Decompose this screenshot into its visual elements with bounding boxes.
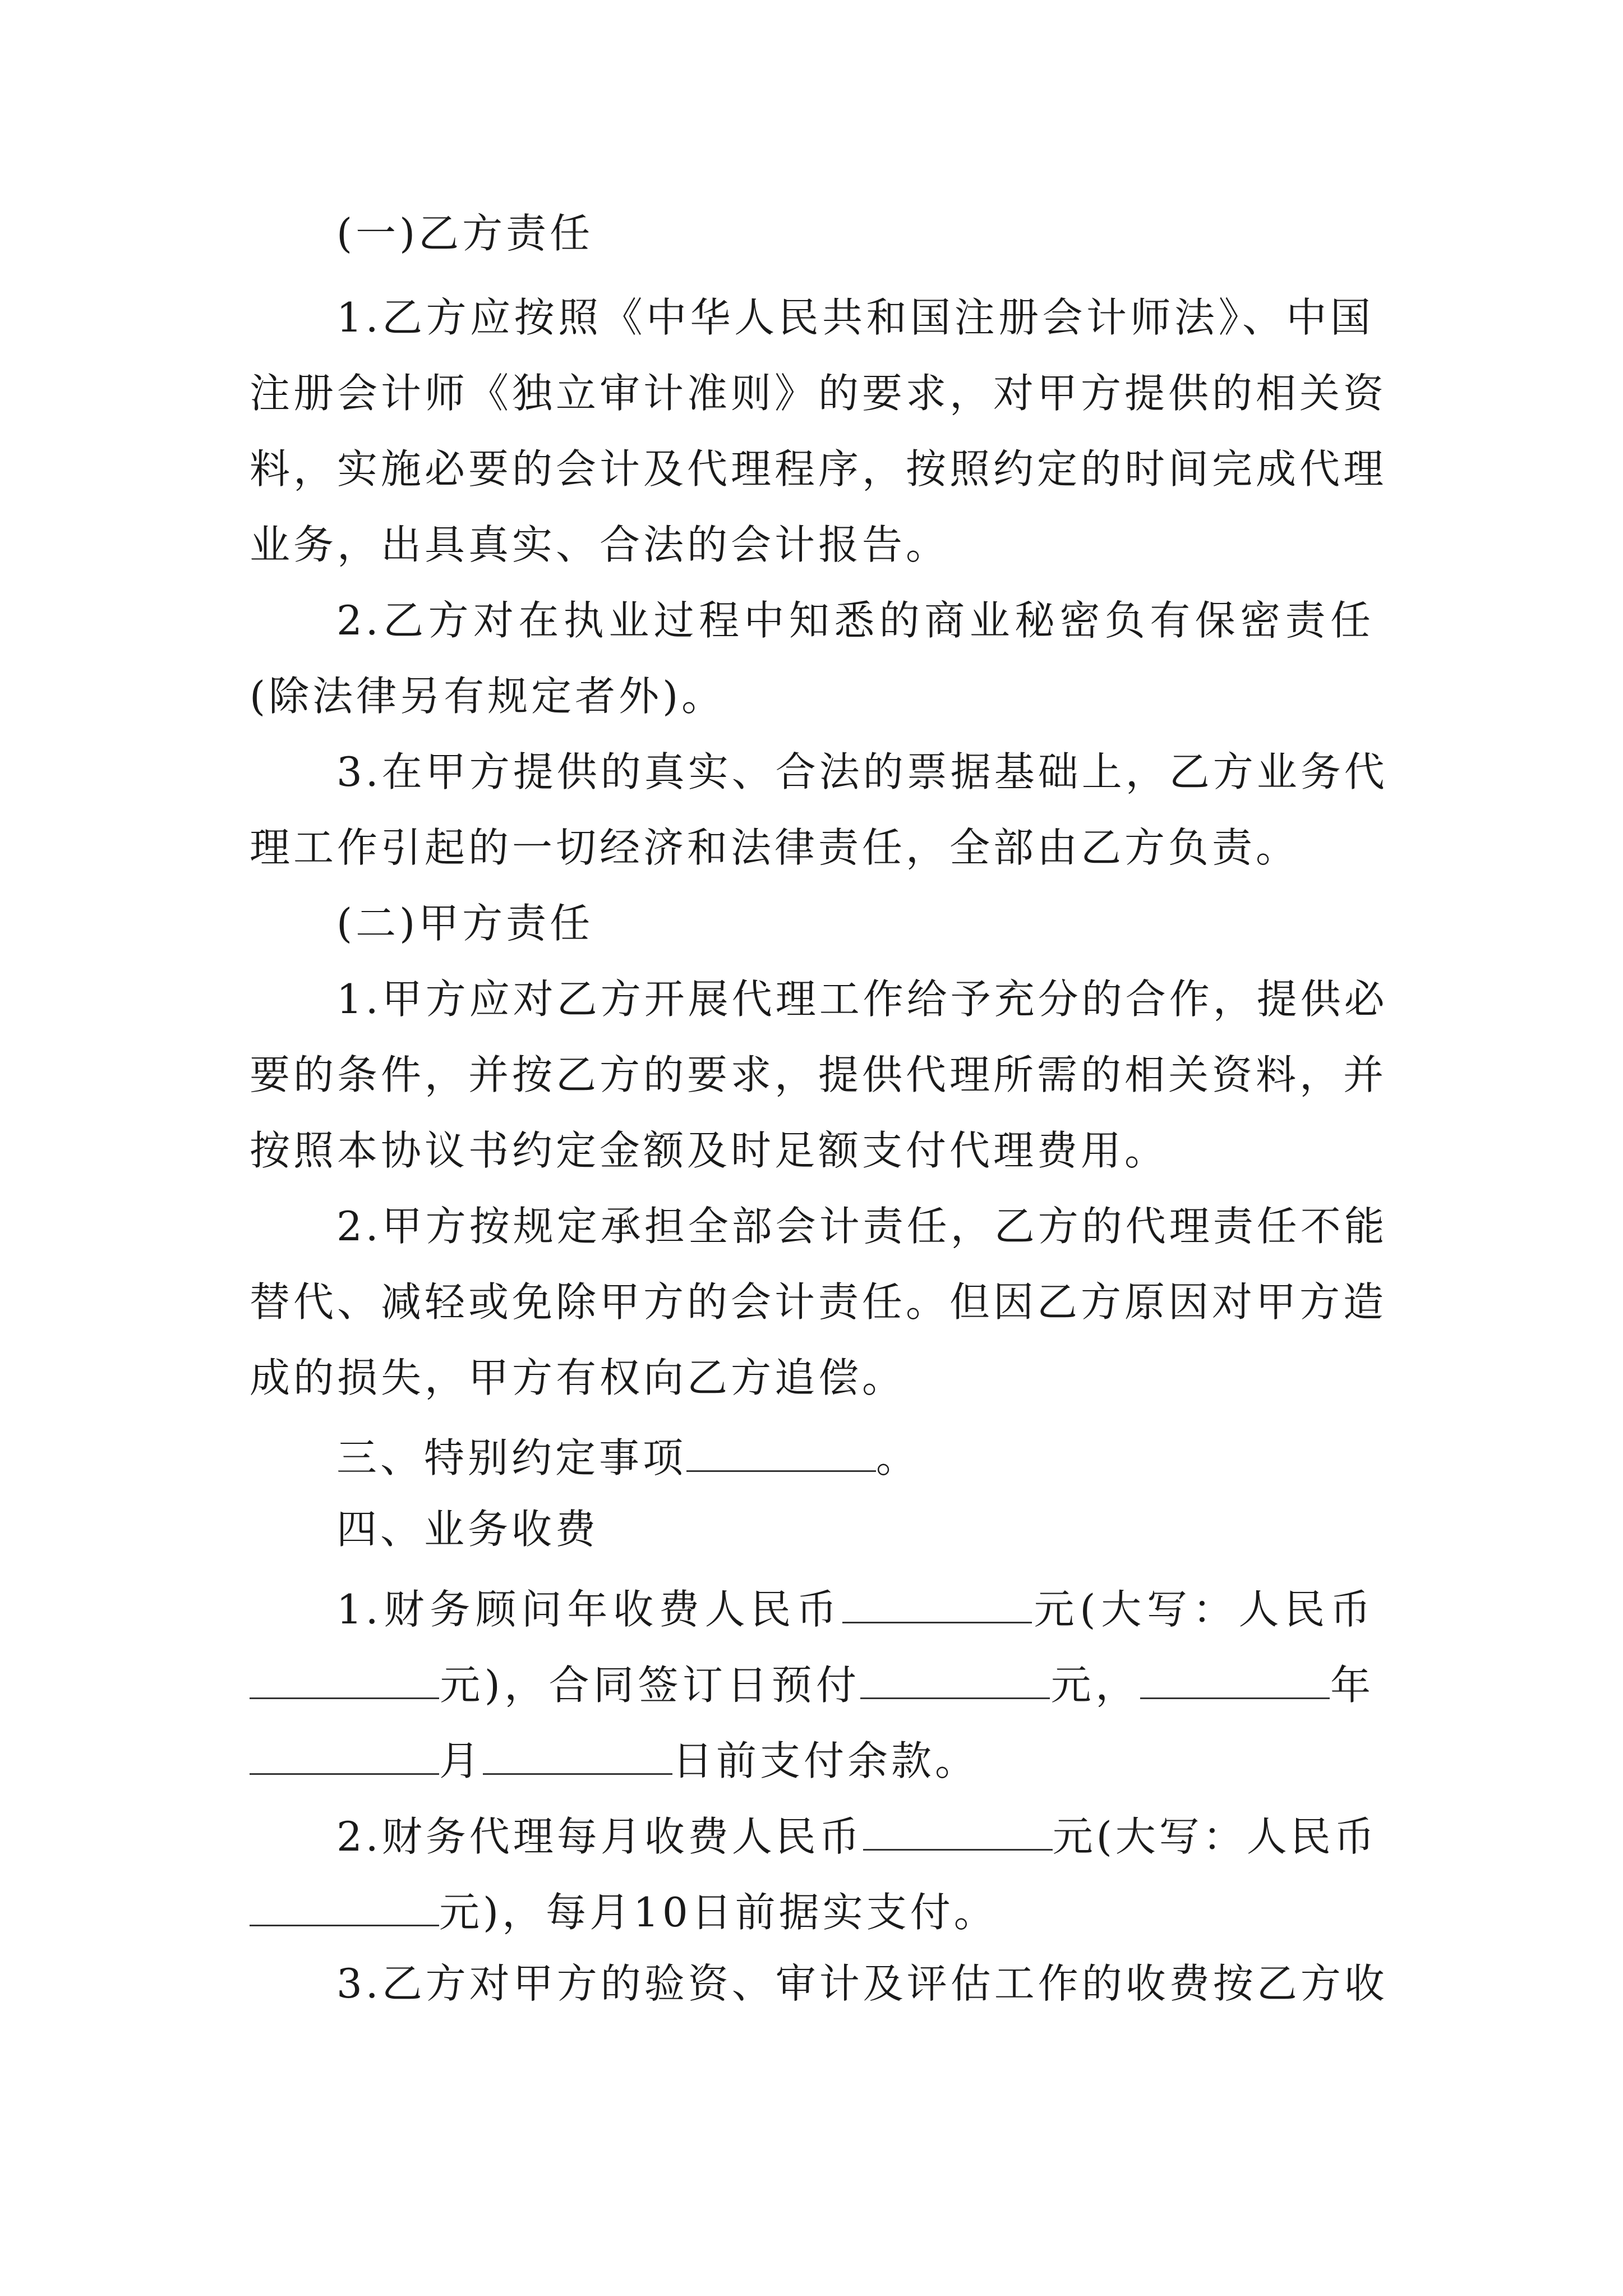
text: 三、特别约定事项 xyxy=(336,1434,687,1481)
text: 替代、减轻或免除甲方的会计责任。但因乙方原因对甲方造 xyxy=(250,1278,1387,1326)
text: 。 xyxy=(876,1434,920,1481)
text: 年 xyxy=(1329,1662,1374,1709)
text: 元)，合同签订日预付 xyxy=(439,1662,861,1709)
text: 2.乙方对在执业过程中知悉的商业秘密负有保密责任 xyxy=(336,597,1374,644)
text: (除法律另有规定者外)。 xyxy=(250,673,726,720)
paragraph-line xyxy=(336,1960,1388,2007)
text: 月 xyxy=(439,1737,483,1784)
paragraph-line xyxy=(250,1051,1387,1098)
paragraph-line xyxy=(336,1203,1388,1250)
text: 要的条件，并按乙方的要求，提供代理所需的相关资料，并 xyxy=(250,1051,1387,1098)
fee-line xyxy=(250,1888,998,1936)
text: 1.财务顾问年收费人民币 xyxy=(336,1586,842,1633)
text: 1.乙方应按照《中华人民共和国注册会计师法》、中国 xyxy=(336,294,1374,341)
text: 日前支付余款。 xyxy=(672,1737,979,1784)
paragraph-line xyxy=(250,370,1387,417)
paragraph-line xyxy=(250,445,1387,493)
text: 元， xyxy=(1050,1662,1140,1709)
text: 业务，出具真实、合法的会计报告。 xyxy=(250,521,950,568)
paragraph-line xyxy=(336,976,1388,1023)
text: 元(大写：人民币 xyxy=(1031,1586,1374,1633)
paragraph-line xyxy=(336,748,1388,795)
paragraph-line xyxy=(336,597,1374,644)
fill-in-blank xyxy=(863,1812,1053,1851)
paragraph-line xyxy=(250,824,1300,871)
fill-in-blank xyxy=(250,1660,439,1699)
text: 料，实施必要的会计及代理程序，按照约定的时间完成代理 xyxy=(250,445,1387,493)
paragraph-line xyxy=(336,294,1374,341)
fill-in-blank xyxy=(686,1433,876,1472)
special-terms-line xyxy=(336,1433,920,1481)
paragraph-line xyxy=(250,521,950,568)
heading-fees xyxy=(336,1506,600,1553)
text: (一)乙方责任 xyxy=(336,210,594,257)
fee-line xyxy=(250,1736,979,1784)
fill-in-blank xyxy=(860,1660,1050,1699)
text: 1.甲方应对乙方开展代理工作给予充分的合作，提供必 xyxy=(336,976,1388,1023)
text: 注册会计师《独立审计准则》的要求，对甲方提供的相关资 xyxy=(250,370,1387,417)
fee-line xyxy=(250,1660,1374,1709)
text: 四、业务收费 xyxy=(336,1506,600,1553)
text: 2.甲方按规定承担全部会计责任，乙方的代理责任不能 xyxy=(336,1203,1388,1250)
text: 理工作引起的一切经济和法律责任，全部由乙方负责。 xyxy=(250,824,1300,871)
text: 按照本协议书约定金额及时足额支付代理费用。 xyxy=(250,1127,1169,1174)
text: (二)甲方责任 xyxy=(336,900,594,947)
paragraph-line xyxy=(250,1354,906,1401)
text: 元)，每月10日前据实支付。 xyxy=(439,1889,998,1936)
text: 成的损失，甲方有权向乙方追偿。 xyxy=(250,1354,906,1401)
heading-party-b-duties xyxy=(336,210,594,257)
fill-in-blank xyxy=(1140,1660,1330,1699)
text: 3.乙方对甲方的验资、审计及评估工作的收费按乙方收 xyxy=(336,1960,1388,2007)
fill-in-blank xyxy=(483,1736,672,1775)
text: 元(大写：人民币 xyxy=(1052,1813,1378,1860)
fill-in-blank xyxy=(842,1585,1032,1623)
heading-party-a-duties xyxy=(336,900,594,947)
paragraph-line xyxy=(250,1127,1169,1174)
fill-in-blank xyxy=(250,1736,439,1775)
text: 2.财务代理每月收费人民币 xyxy=(336,1813,863,1860)
text: 3.在甲方提供的真实、合法的票据基础上，乙方业务代 xyxy=(336,748,1388,795)
fee-line xyxy=(336,1585,1374,1633)
paragraph-line xyxy=(250,1278,1387,1326)
fill-in-blank xyxy=(250,1888,439,1926)
paragraph-line xyxy=(250,673,726,720)
fee-line xyxy=(336,1812,1378,1860)
